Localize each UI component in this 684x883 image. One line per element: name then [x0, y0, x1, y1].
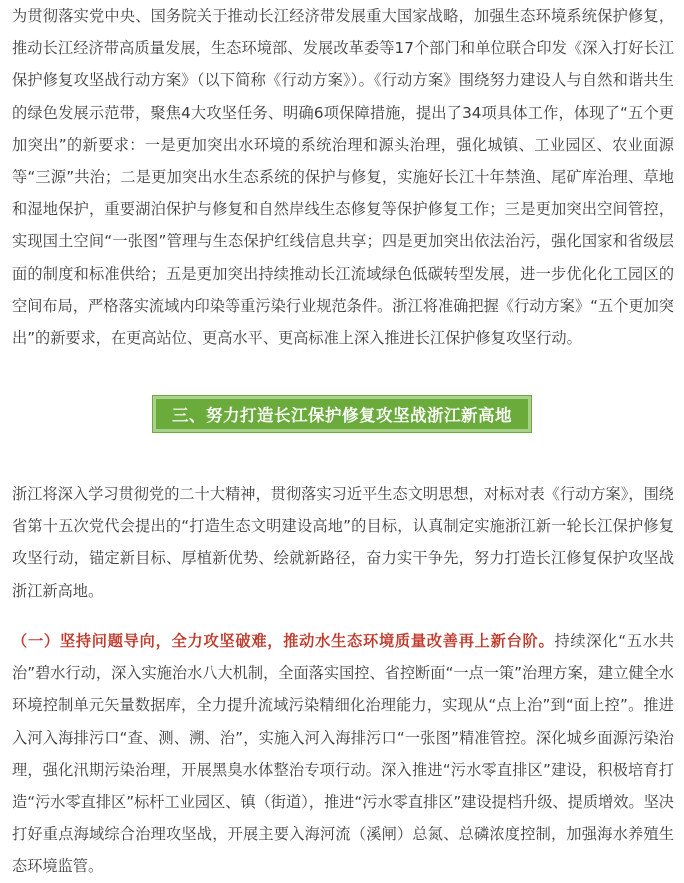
paragraph-zhejiang-goal: 浙江将深入学习贯彻党的二十大精神，贯彻落实习近平生态文明思想，对标对表《行动方案》，围绕省第十五次党代会提出的“打造生态文明建设高地”的目标，认真制定实施浙江新一轮长江保护修复攻坚行动，锚定新目标、厚植新优势、绘就新路径，奋力实干争先，努力打造长江修复保护攻坚战浙江新高地。: [12, 485, 674, 600]
section-heading: 三、努力打造长江保护修复攻坚战浙江新高地: [153, 396, 531, 432]
paragraph-problem-oriented: [12, 625, 674, 883]
paragraph-action-plan: 为贯彻落实党中央、国务院关于推动长江经济带发展重大国家战略，加强生态环境系统保护修复，推动长江经济带高质量发展，生态环境部、发展改革委等17个部门和单位联合印发《深入打好长江保护修复攻坚战行动方案》（以下简称《行动方案》）。《行动方案》围绕努力建设人与自然和谐共生的绿色发展示范带，聚焦4大攻坚任务、明确6项保障措施，提出了34项具体工作，体现了“五个更加突出”的新要求：一是更加突出水环境的系统治理和源头治理，强化城镇、工业园区、农业面源等“三源”共治；二是更加突出水生态系统的保护与修复，实施好长江十年禁渔、尾矿库治理、草地和湿地保护，重要湖泊保护与修复和自然岸线生态修复等保护修复工作；三是更加突出空间管控，实现国土空间“一张图”管理与生态保护红线信息共享；四是更加突出依法治污，强化国家和省级层面的制度和标准供给；五是更加突出持续推动长江流域绿色低碳转型发展，进一步优化化工园区的空间布局，严格落实流域内印染等重污染行业规范条件。浙江将准确把握《行动方案》“五个更加突出”的新要求，在更高站位、更高水平、更高标准上深入推进长江保护修复攻坚行动。: [12, 7, 674, 348]
subsection-body: 持续深化“五水共治”碧水行动，深入实施治水八大机制，全面落实国控、省控断面“一点一策”治理方案，建立健全水环境控制单元矢量数据库，全力提升流域污染精细化治理能力，实现从“点上治”到“面上控”。推进入河入海排污口“查、测、溯、治”，实施入河入海排污口“一张图”精准管控。深化城乡面源污染治理，强化汛期污染治理，开展黑臭水体整治专项行动。深入推进“污水零直排区”建设，积极培育打造“污水零直排区”标杆工业园区、镇（街道），推进“污水零直排区”建设提档升级、提质增效。坚决打好重点海域综合治理攻坚战，开展主要入海河流（溪闸）总氮、总磷浓度控制，加强海水养殖生态环境监管。: [12, 632, 675, 876]
subsection-lead: （一）坚持问题导向，全力攻坚破难，推动水生态环境质量改善再上新台阶。: [12, 632, 555, 650]
section-heading-container: [0, 396, 684, 432]
